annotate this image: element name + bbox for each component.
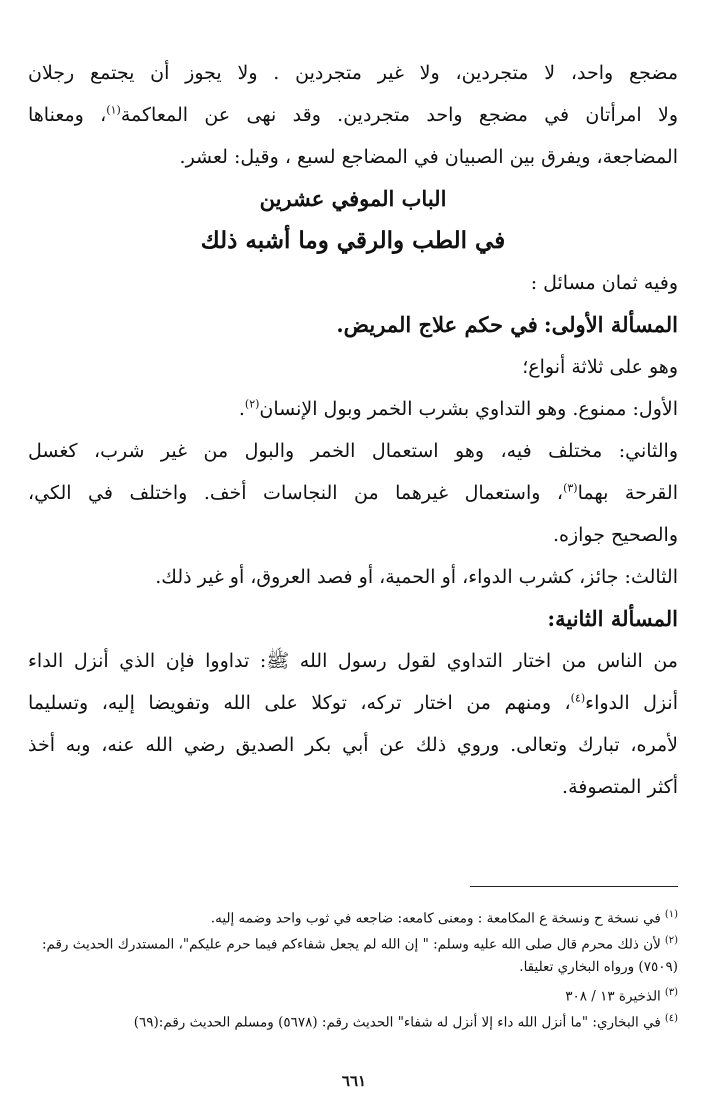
- page-number: ٦٦١: [341, 1072, 367, 1090]
- type-second-line-2: [28, 472, 678, 514]
- footnotes: [28, 902, 678, 1032]
- footnote-4-text: في البخاري: "ما أنزل الله داء إلا أنزل له شفاء" الحديث رقم: (٥٦٧٨) ومسلم الحديث رقم:(٦٩): [133, 1014, 661, 1031]
- main-text: [28, 52, 678, 808]
- intro-line: وفيه ثمان مسائل :: [530, 272, 678, 294]
- footnote-divider: [470, 886, 678, 887]
- type-third: الثالث: جائز، كشرب الدواء، أو الحمية، أو فصد العروق، أو غير ذلك.: [155, 566, 678, 588]
- footnote-2-continuation-text: (٧٥٠٩) ورواه البخاري تعليقا.: [519, 959, 678, 975]
- footnote-2-continuation: [28, 954, 678, 980]
- type-first-end: .: [238, 398, 245, 420]
- footnote-1-number: (١): [664, 909, 678, 920]
- footnote-3-text: الذخيرة ١٣ / ٣٠٨: [565, 988, 661, 1005]
- question-2-line-2-end: ، ومنهم من اختار تركه، توكلا على الله وتفويضا إليه، وتسليما: [28, 692, 571, 714]
- body-line-2-end: ، ومعناها: [28, 104, 107, 126]
- question-2-line-2: [28, 682, 678, 724]
- type-second-line-2-text: القرحة بهما: [577, 482, 678, 504]
- type-first-text: ممنوع. وهو التداوي بشرب الخمر وبول الإنسان: [259, 398, 627, 420]
- chapter-subtitle: في الطب والرقي وما أشبه ذلك: [200, 227, 506, 254]
- question-1-title: في حكم علاج المريض.: [336, 312, 538, 337]
- body-line-2: [28, 94, 678, 136]
- type-second-line-1: والثاني: مختلف فيه، وهو استعمال الخمر والبول من غير شرب، كغسل: [28, 440, 678, 462]
- footnote-ref-4[interactable]: (٤): [570, 691, 586, 705]
- type-second-line-2-end: ، واستعمال غيرهما من النجاسات أخف. واختلف في الكي،: [28, 482, 564, 504]
- question-2-line-3: لأمره، تبارك وتعالى. وروي ذلك عن أبي بكر الصديق رضي الله عنه، وبه أخذ: [28, 734, 678, 756]
- footnote-ref-3[interactable]: (٣): [563, 481, 578, 495]
- footnote-4-number: (٤): [664, 1013, 678, 1024]
- type-first: [28, 388, 678, 430]
- question-1-label: المسألة الأولى:: [543, 312, 678, 337]
- types-intro: وهو على ثلاثة أنواع؛: [522, 356, 678, 378]
- footnote-2-text: لأن ذلك محرم قال صلى الله عليه وسلم: " إن الله لم يجعل شفاءكم فيما حرم عليكم"، المستدرك الحديث رقم:: [41, 936, 661, 953]
- footnote-ref-1[interactable]: (١): [106, 103, 121, 117]
- footnote-3-number: (٣): [664, 987, 678, 998]
- footnote-ref-2[interactable]: (٢): [244, 397, 260, 411]
- question-2-heading: المسألة الثانية:: [547, 606, 678, 631]
- chapter-title: الباب الموفي عشرين: [259, 186, 447, 211]
- footnote-1-text: في نسخة ح ونسخة ع المكامعة : ومعنى كامعه: ضاجعه في ثوب واحد وضمه إليه.: [210, 910, 661, 927]
- body-line-1: مضجع واحد، لا متجردين، ولا غير متجردين . ولا يجوز أن يجتمع رجلان: [28, 62, 678, 84]
- footnote-4: [28, 1006, 678, 1032]
- question-2-line-1: من الناس من اختار التداوي لقول رسول الله ﷺ: تداووا فإن الذي أنزل الداء: [28, 650, 678, 672]
- question-2-line-4: أكثر المتصوفة.: [562, 776, 678, 798]
- type-second-line-3: والصحيح جوازه.: [552, 524, 678, 546]
- body-line-2-text: ولا امرأتان في مضجع واحد متجردين. وقد نهى عن المعاكمة: [120, 104, 678, 126]
- footnote-2-number: (٢): [664, 935, 678, 946]
- type-first-label: الأول:: [632, 398, 678, 420]
- footnote-1: [28, 902, 678, 928]
- footnote-3: [28, 980, 678, 1006]
- footnote-2: [28, 928, 678, 954]
- question-2-line-2-text: أنزل الدواء: [585, 692, 678, 714]
- body-line-3: المضاجعة، ويفرق بين الصبيان في المضاجع لسبع ، وقيل: لعشر.: [179, 146, 678, 168]
- question-1-heading: [28, 304, 678, 346]
